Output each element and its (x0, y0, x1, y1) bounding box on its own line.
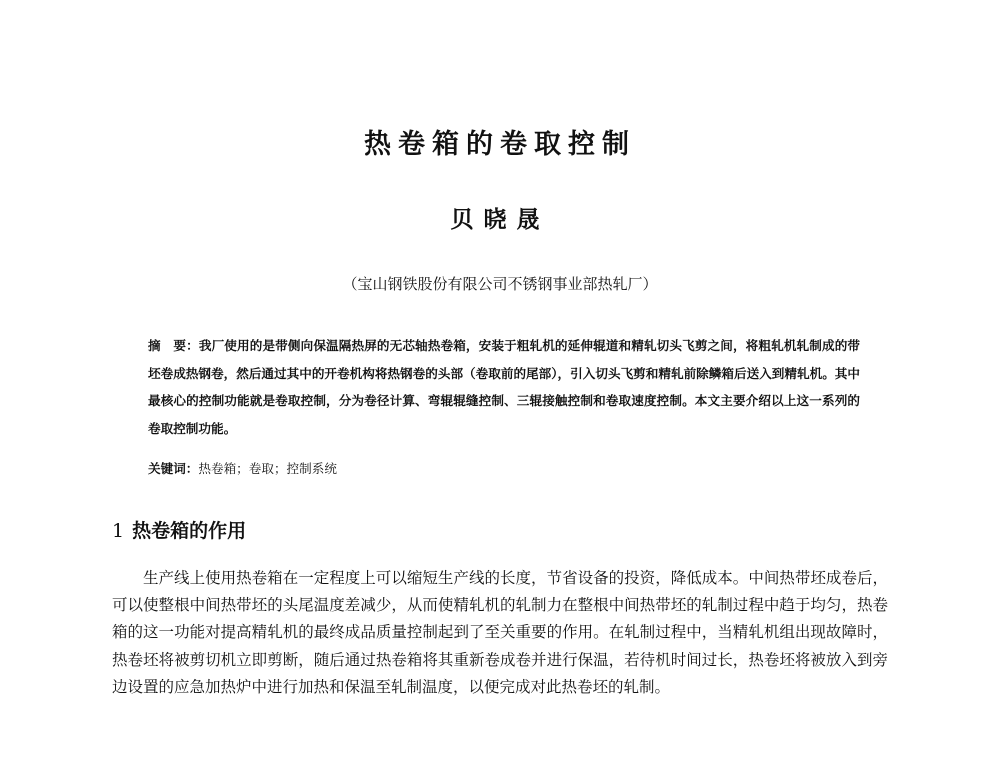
section-title: 热卷箱的作用 (132, 520, 247, 542)
section-heading (112, 518, 246, 544)
abstract-label: 摘 要： (148, 338, 199, 353)
section-paragraph: 生产线上使用热卷箱在一定程度上可以缩短生产线的长度，节省设备的投资，降低成本。中间热带坯成卷后，可以使整根中间热带坯的头尾温度差减少，从而使精轧机的轧制力在整根中间热带坯的轧制过程中趋于均匀，热卷箱的这一功能对提高精轧机的最终成品质量控制起到了至关重要的作用。在轧制过程中，当精轧机组出现故障时，热卷坯将被剪切机立即剪断，随后通过热卷箱将其重新卷成卷并进行保温，若待机时间过长，热卷坯将被放入到旁边设置的应急加热炉中进行加热和保温至轧制温度，以便完成对此热卷坯的轧制。 (112, 569, 888, 696)
abstract-text: 我厂使用的是带侧向保温隔热屏的无芯轴热卷箱，安装于粗轧机的延伸辊道和精轧切头飞剪之间，将粗轧机轧制成的带坯卷成热钢卷，然后通过其中的开卷机构将热钢卷的头部（卷取前的尾部），引入切头飞剪和精轧前除鳞箱后送入到精轧机。其中最核心的控制功能就是卷取控制，分为卷径计算、弯辊辊缝控制、三辊接触控制和卷取速度控制。本文主要介绍以上这一系列的卷取控制功能。 (148, 338, 861, 436)
author-affiliation: （宝山钢铁股份有限公司不锈钢事业部热轧厂） (342, 275, 658, 293)
paper-title: 热卷箱的卷取控制 (364, 129, 636, 160)
keywords-text: 热卷箱；卷取；控制系统 (198, 461, 337, 476)
keywords-label: 关键词： (148, 461, 199, 476)
abstract (148, 332, 860, 442)
author-name: 贝晓晟 (450, 206, 550, 233)
keywords (148, 458, 860, 480)
section-number: 1 (112, 520, 125, 542)
